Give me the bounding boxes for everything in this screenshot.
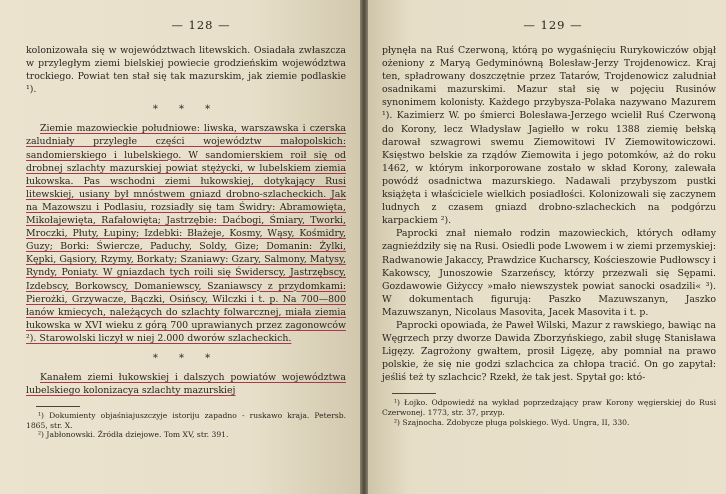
page-number-left: — 128 —: [171, 18, 231, 32]
section-divider-stars: * * *: [152, 352, 220, 364]
left-paragraph-3: Kanałem ziemi łukowskiej i dalszych powiatów województwa lubelskiego kolonizacya szlachty mazurskiej: [26, 371, 346, 397]
right-paragraph-2: Paprocki znał niemało rodzin mazowieckich, których odłamy zagnieździły się na Rusi. Osiedli pode Lwowem i w ziemi przemyskiej: Radwanowie Jakaccy, Prawdzice Kucharscy, Kościeszowie Pudłowscy i Kakowscy, Junoszowie Szarzeńscy, którzy przezwali się Sępami. Gozdawowie Giżyccy »mało niewszystek powiat sanocki osadzili« ³). W dokumentach figurują: Paszko Mazuwszanyn, Jaszko Mazuwszanyn, Nicolaus Masovita, Jacek Masovita i t. p.: [382, 228, 716, 318]
page-number-right: — 129 —: [523, 18, 583, 32]
footnote-rule: [36, 406, 80, 407]
footnote-rule: [392, 393, 436, 394]
right-page: [368, 0, 726, 494]
book-gutter: [360, 0, 368, 494]
right-footnote-2: ²) Szajnocha. Zdobycze pługa polskiego. Wyd. Ungra, II, 330.: [394, 417, 630, 427]
left-paragraph-2: Ziemie mazowieckie południowe: liwska, warszawska i czerska zaludniały przyległe części województw małopolskich: sandomierskiego i lubelskiego. W sandomierskiem roił się od drobnej szlachty mazurskiej powiat stężycki, w lubelskiem ziemia łukowska. Pas wschodni ziemi łukowskiej, dotykający Rusi litewskiej, usiany był mnóstwem gniazd drobno-szlacheckich. Jak na Mazowszu i Podlasiu, rozsiadły się tam Świdry: Abramowięta, Mikołajewięta, Rafałowięta; Jastrzębie: Daćbogi, Śmiary, Tworki, Mroczki, Płuty, Łupiny; Izdebki: Błażeje, Kosmy, Wąsy, Kośmidry, Guzy; Borki: Świercze, Paduchy, Soldy, Gize; Domanin: Żylki, Kępki, Gąsiory, Rzymy, Borkaty; Szaniawy: Gzary, Salmony, Matysy, Ryndy, Poniaty. W gniazdach tych roili się Świderscy, Jastrzębscy, Izdebscy, Borkowscy, Domaniewscy, Szaniawscy z przydomkami: Pierożki, Grzywacze, Bączki, Osińscy, Wilczki i t. p. Na 700—800 łanów kmiecych, należących do szlachty folwarcznej, miała ziemia łukowska w XVI wieku z górą 700 uprawianych przez zagonowców ²). Starowolski liczył w niej 2.000 dworów szlacheckich.: [26, 123, 346, 344]
left-page: [0, 0, 360, 494]
right-footnote-1: ¹) Łojko. Odpowiedź na wykład poprzedzający praw Korony węgierskiej do Rusi Czerwonej. 1773, str. 37, przyp.: [382, 398, 716, 418]
left-footnote-1: ¹) Dokumienty objaśniajuszczyje istoriju zapadno - ruskawo kraja. Petersb. 1865, str. X.: [26, 411, 346, 430]
left-paragraph-1: kolonizowała się w województwach litewskich. Osiadała zwłaszcza w przyległym ziemi bielskiej powiecie grodzieńskim województwa trockiego. Powiat ten stał się tak mazurskim, jak ziemie podlaskie ¹).: [26, 45, 346, 96]
left-footnote-2: ²) Jabłonowski. Źródła dziejowe. Tom XV, str. 391.: [38, 430, 229, 440]
right-paragraph-3: Paprocki opowiada, że Paweł Wilski, Mazur z rawskiego, bawiąc na Węgrzech przy dworze Dawida Zborzyńskiego, zabił sługę Stanisława Ligęzy. Zagrożony gwałtem, prosił Ligęzę, aby pomniał na prawo polskie, że się nie godzi szlachcica za chłopa tracić. On go zapytał: jeśliś też ty szlachcic? Rzekł, że tak jest. Spytał go: któ-: [382, 319, 716, 384]
section-divider-stars: * * *: [152, 104, 220, 116]
right-paragraph-1: płynęła na Ruś Czerwoną, którą po wygaśnięciu Rurykowiczów objął ożeniony z Maryą Gedyminówną Bolesław-Jerzy Trojdenowicz. Kraj ten, spładrowany doszczętnie przez Tatarów, Trojdenowicz zaludniał osadnikami mazurskimi. Mazur stał się w pojęciu Rusinów synonimem kolonisty. Każdego przybysza-Polaka nazywano Mazurem ¹). Kazimierz W. po śmierci Bolesława-Jerzego wcielił Ruś Czerwoną do Korony, lecz Władysław Jagiełło w roku 1388 ziemię bełską darował szwagrowi swemu Ziemowitowi IV Ziemowitowiczowi. Księstwo bełskie za rządów Ziemowita i jego potomków, aż do roku 1462, w którym inkorporowane zostało w skład Korony, zalewała powódź osadnictwa mazurskiego. Nadawali przybyszom pustki książęta i właściciele wielkich posiadłości. Kolonizowali się zaczynem ludnych z czasem gniazd drobno-szlacheckich na podgórzu karpackiem ²).: [382, 45, 716, 227]
